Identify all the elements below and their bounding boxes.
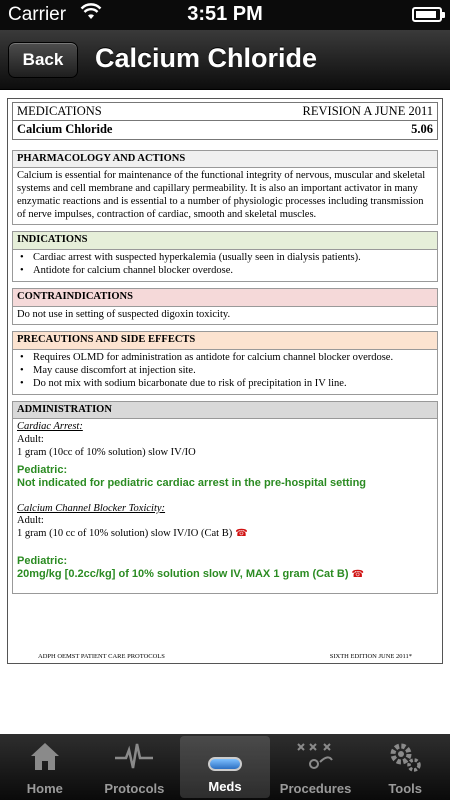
cardiac-arrest-heading: Cardiac Arrest: — [17, 421, 83, 433]
adult-dose-row — [17, 528, 433, 541]
gear-icon — [360, 740, 450, 780]
drug-number: 5.06 — [411, 122, 433, 137]
pediatric-label: Pediatric: — [17, 463, 68, 476]
adult-dose: 1 gram (10 cc of 10% solution) slow IV/IO (Cat B) — [17, 528, 233, 540]
tab-meds[interactable] — [180, 736, 270, 798]
tab-home[interactable] — [0, 734, 90, 800]
section-title: ADMINISTRATION — [13, 402, 437, 420]
adult-label: Adult: — [17, 515, 44, 527]
tab-label: Meds — [208, 779, 242, 794]
list-item: • Do not mix with sodium bicarbonate due to risk of precipitation in IV line. — [17, 378, 433, 391]
ecg-icon — [90, 740, 180, 780]
adult-dose: 1 gram (10cc of 10% solution) slow IV/IO — [17, 447, 196, 459]
status-bar — [0, 0, 450, 30]
indications-section — [12, 231, 438, 281]
pharmacology-section — [12, 150, 438, 226]
section-title: PRECAUTIONS AND SIDE EFFECTS — [13, 332, 437, 350]
list-item: • May cause discomfort at injection site. — [17, 365, 433, 378]
section-title: PHARMACOLOGY AND ACTIONS — [13, 151, 437, 169]
list-item: • Cardiac arrest with suspected hyperkalemia (usually seen in dialysis patients). — [17, 252, 433, 265]
tab-bar — [0, 734, 450, 800]
house-icon — [0, 740, 90, 780]
phone-icon: ☎ — [351, 569, 364, 581]
tab-label: Tools — [388, 781, 423, 796]
tab-protocols[interactable] — [90, 734, 180, 800]
list-item: • Antidote for calcium channel blocker overdose. — [17, 265, 433, 278]
pediatric-dose-row — [17, 568, 433, 582]
adult-label: Adult: — [17, 434, 44, 446]
pediatric-dose: 20mg/kg [0.2cc/kg] of 10% solution slow IV, MAX 1 gram (Cat B) — [17, 568, 349, 581]
footer-right: SIXTH EDITION JUNE 2011* — [329, 653, 412, 661]
back-button[interactable]: Back — [8, 42, 78, 78]
phone-icon: ☎ — [235, 528, 248, 540]
clock: 3:51 PM — [187, 3, 263, 25]
tab-label: Procedures — [279, 781, 352, 796]
section-title: INDICATIONS — [13, 232, 437, 250]
administration-section — [12, 401, 438, 595]
section-text: Calcium is essential for maintenance of the functional integrity of nervous, muscular and skeletal systems and cell membrane and capillary permeability. It is also an important activator in many enzymatic reactions and is essential to a number of physiologic processes including transmission of nerve impulses, contraction of cardiac, smooth and skeletal muscles. — [17, 170, 426, 220]
document-category: MEDICATIONS — [17, 104, 102, 118]
document-header — [12, 102, 438, 120]
pediatric-label: Pediatric: — [17, 555, 68, 568]
contraindications-section — [12, 288, 438, 326]
pediatric-dose: Not indicated for pediatric cardiac arrest in the pre-hospital setting — [17, 477, 367, 490]
pill-icon — [180, 742, 270, 782]
tab-label: Home — [26, 781, 63, 796]
protocol-document — [7, 98, 443, 664]
tab-tools[interactable] — [360, 734, 450, 800]
drug-name: Calcium Chloride — [17, 122, 113, 137]
ccb-toxicity-heading: Calcium Channel Blocker Toxicity: — [17, 502, 166, 514]
playbook-icon — [271, 740, 361, 780]
precautions-section — [12, 331, 438, 394]
section-text: Do not use in setting of suspected digoxin toxicity. — [17, 308, 231, 320]
document-footer — [38, 653, 412, 661]
document-revision: REVISION A JUNE 2011 — [302, 104, 433, 118]
document-viewer[interactable] — [0, 90, 450, 734]
navigation-bar — [0, 30, 450, 90]
list-item: • Requires OLMD for administration as antidote for calcium channel blocker overdose. — [17, 352, 433, 365]
carrier-label: Carrier — [8, 4, 67, 25]
page-title: Calcium Chloride — [95, 43, 318, 73]
footer-left: ADPH OEMST PATIENT CARE PROTOCOLS — [38, 653, 165, 661]
battery-icon — [412, 7, 442, 22]
tab-procedures[interactable] — [271, 734, 361, 800]
tab-label: Protocols — [104, 781, 165, 796]
section-title: CONTRAINDICATIONS — [13, 289, 437, 307]
drug-title-row — [12, 120, 438, 139]
